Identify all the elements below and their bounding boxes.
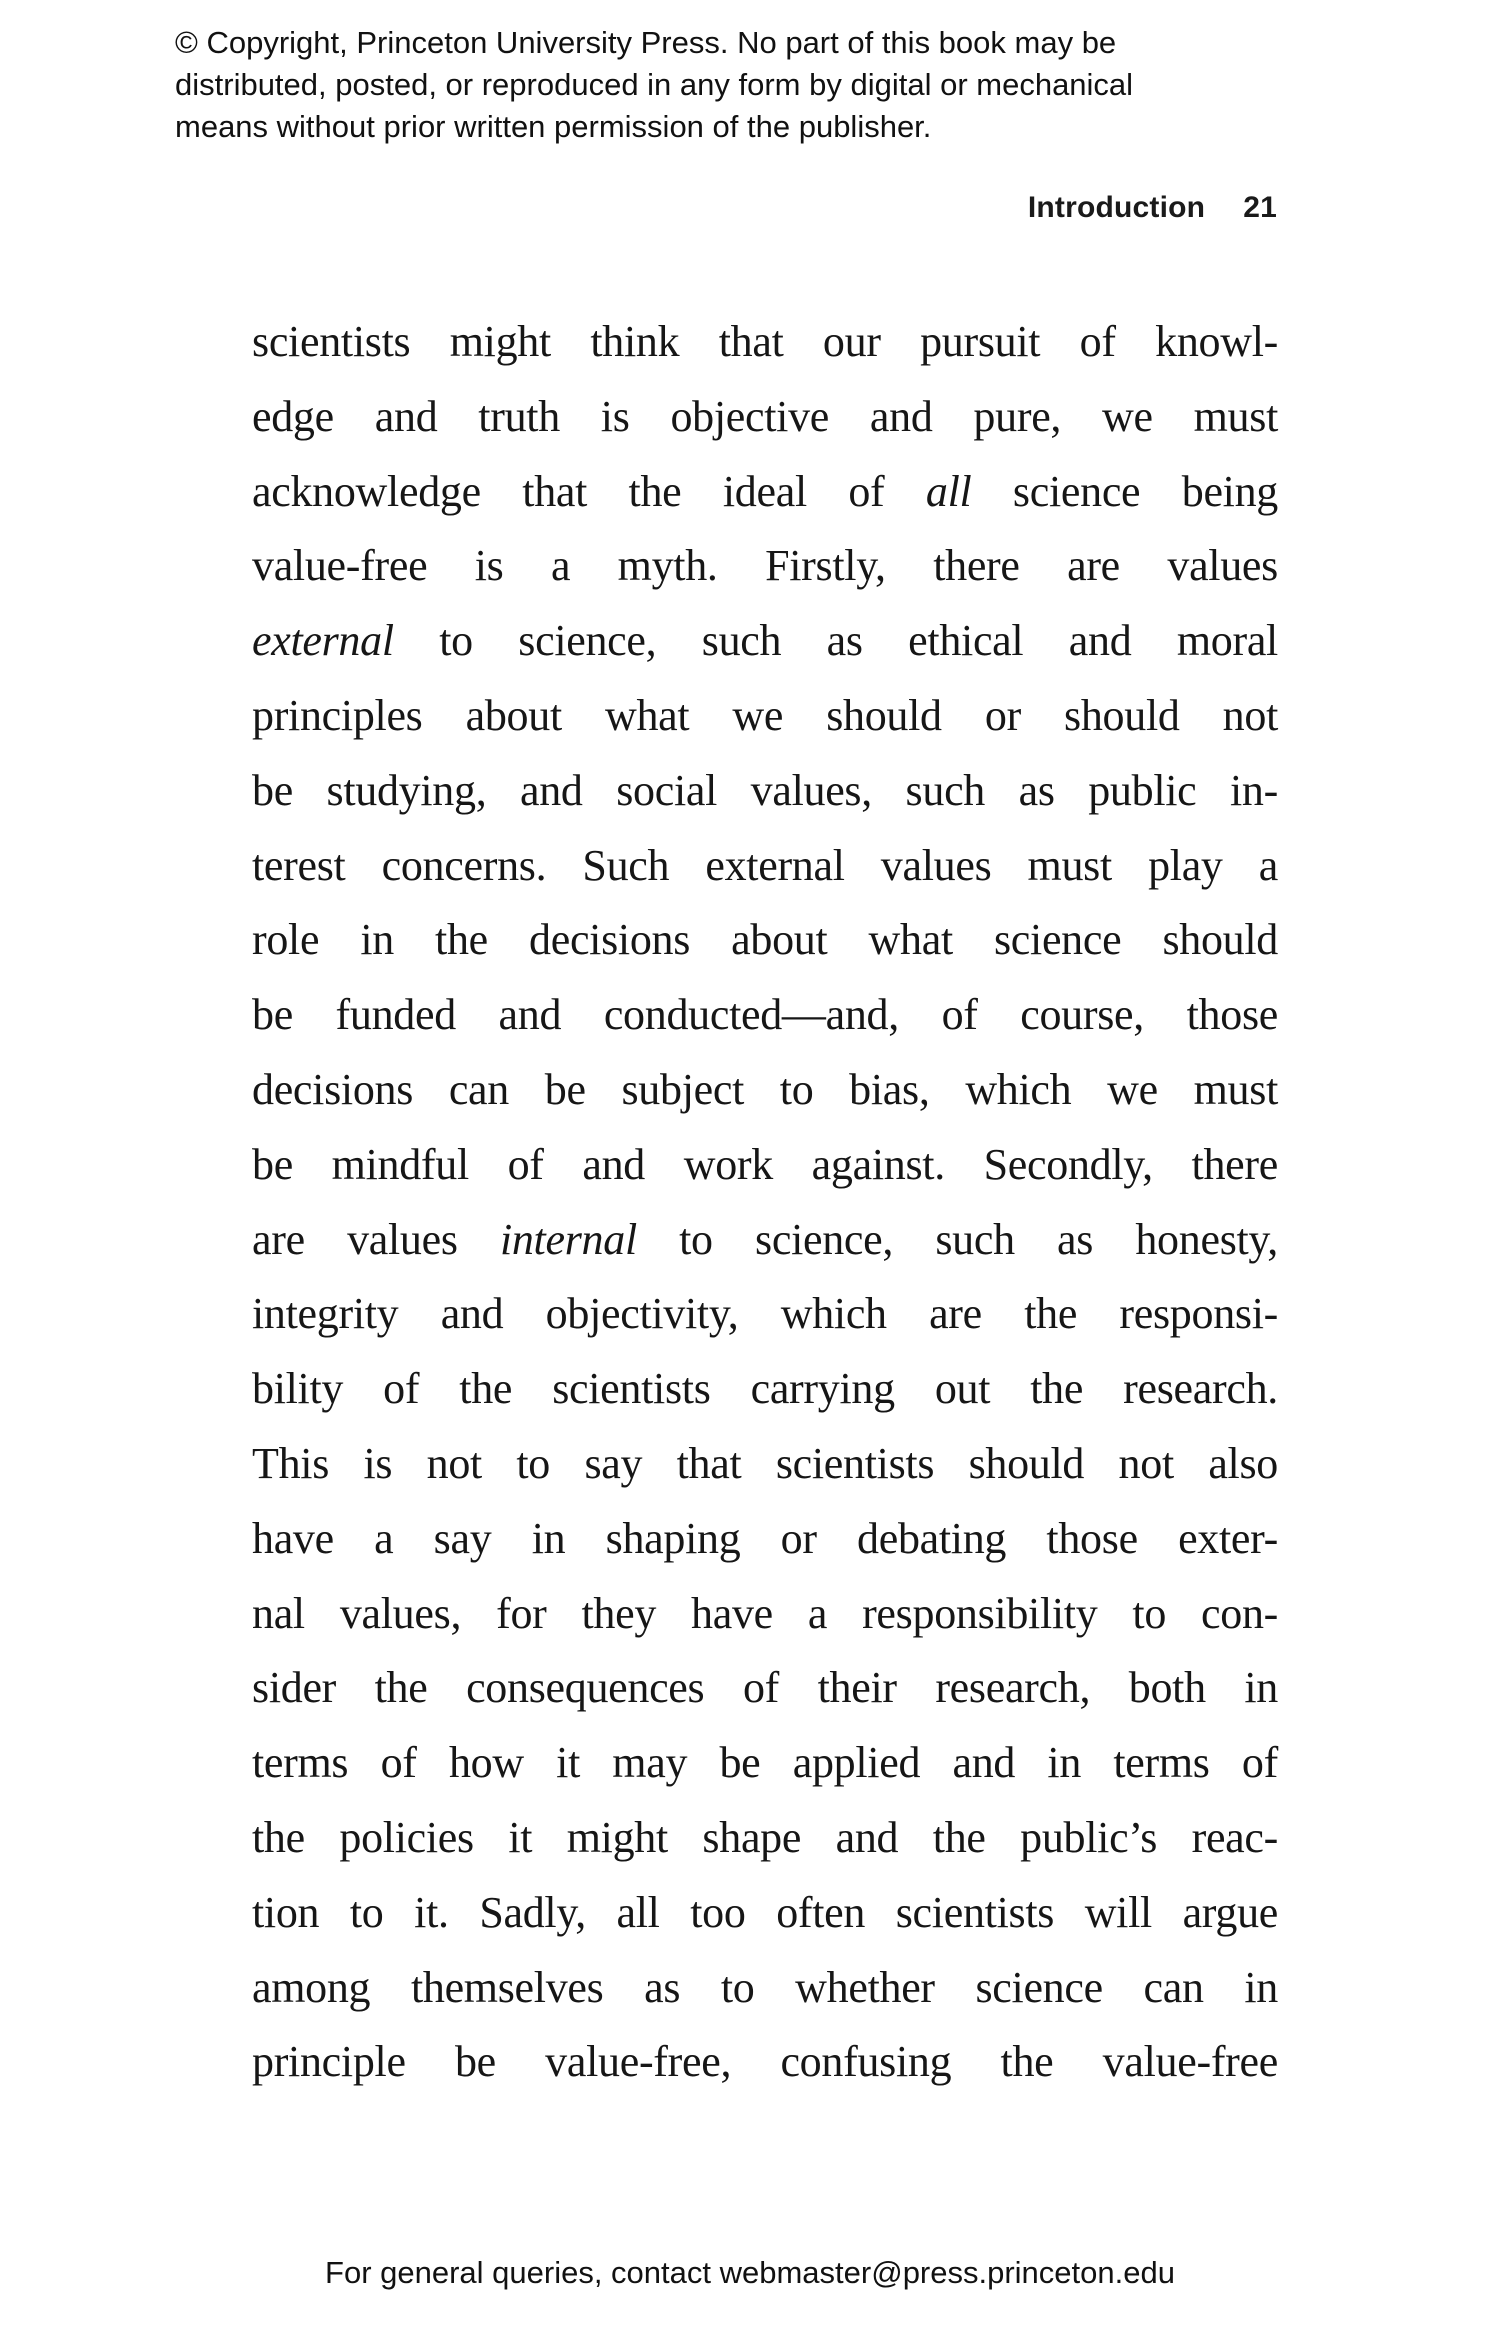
body-line [252,1053,1278,1128]
text-run: be funded and conducted—and, of course, those [252,990,1278,1040]
emphasis-text: all [925,466,972,516]
body-line [252,1951,1278,2026]
copyright-line: means without prior written permission of the publisher. [175,109,932,144]
emphasis-text: external [252,616,394,666]
text-run: principle be value-free, confusing the value-free [252,2037,1278,2087]
body-line [252,2025,1278,2100]
text-run: are values [252,1214,500,1264]
text-run: integrity and objectivity, which are the responsi- [252,1289,1278,1339]
text-run: have a say in shaping or debating those exter- [252,1513,1278,1563]
body-line [252,679,1278,754]
body-line [252,754,1278,829]
text-run: nal values, for they have a responsibility to con- [252,1588,1278,1638]
text-run: be mindful of and work against. Secondly, there [252,1139,1278,1189]
body-line [252,1726,1278,1801]
body-line [252,1427,1278,1502]
text-run: role in the decisions about what science should [252,915,1278,965]
text-run: terest concerns. Such external values must play a [252,840,1278,890]
running-head [1028,188,1277,228]
body-line [252,1577,1278,1652]
text-run: to science, such as ethical and moral [393,616,1278,666]
text-run: value-free is a myth. Firstly, there are values [252,541,1278,591]
text-run: among themselves as to whether science can in [252,1962,1278,2012]
copyright-line: © Copyright, Princeton University Press. No part of this book may be [175,25,1117,60]
text-run: terms of how it may be applied and in terms of [252,1738,1278,1788]
body-line [252,1502,1278,1577]
body-line [252,1651,1278,1726]
body-line [252,380,1278,455]
body-line [252,829,1278,904]
text-run: bility of the scientists carrying out the research. [252,1364,1278,1414]
section-title: Introduction [1027,191,1206,224]
text-run: science being [971,466,1278,516]
body-text [252,305,1278,2100]
body-line [252,1876,1278,1951]
body-line [252,455,1278,530]
text-run: principles about what we should or should not [252,690,1278,740]
text-run: acknowledge that the ideal of [252,466,926,516]
body-line [252,1352,1278,1427]
text-run: the policies it might shape and the public’s reac- [252,1812,1278,1862]
body-line [252,305,1278,380]
text-run: be studying, and social values, such as public in- [252,765,1278,815]
copyright-line: distributed, posted, or reproduced in any form by digital or mechanical [175,67,1134,102]
body-line [252,1203,1278,1278]
emphasis-text: internal [499,1214,637,1264]
text-run: edge and truth is objective and pure, we must [252,391,1278,441]
body-line [252,1801,1278,1876]
footer-contact: For general queries, contact webmaster@press.princeton.edu [325,2255,1175,2290]
text-run: sider the consequences of their research, both in [252,1663,1278,1713]
text-run: to science, such as honesty, [636,1214,1278,1264]
text-run: decisions can be subject to bias, which we must [252,1064,1278,1114]
body-line [252,903,1278,978]
body-line [252,1128,1278,1203]
body-line [252,978,1278,1053]
text-run: scientists might think that our pursuit of knowl- [252,317,1278,366]
copyright-notice [175,22,1375,148]
body-line [252,1277,1278,1352]
body-line [252,604,1278,679]
page-number: 21 [1243,191,1277,224]
text-run: This is not to say that scientists should not also [252,1438,1278,1488]
text-run: tion to it. Sadly, all too often scientists will argue [252,1887,1278,1937]
body-line [252,529,1278,604]
